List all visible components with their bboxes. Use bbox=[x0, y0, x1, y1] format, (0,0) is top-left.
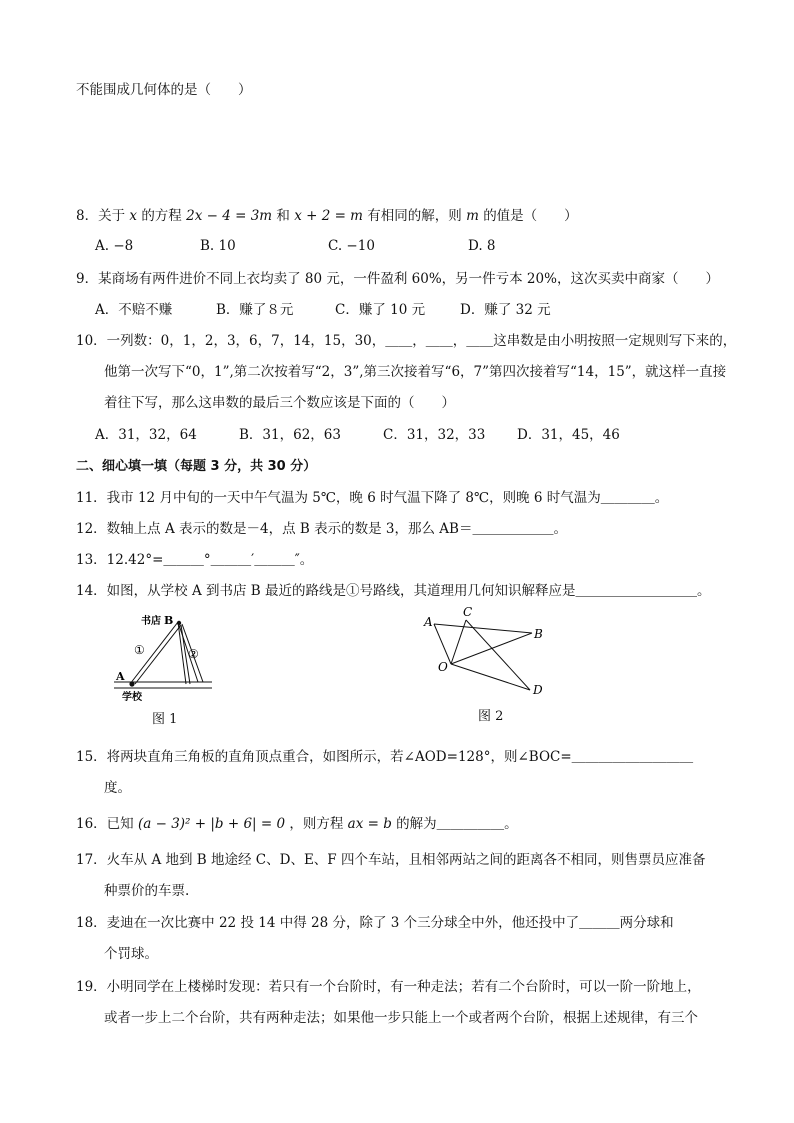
fig2-label-b: B bbox=[534, 627, 543, 641]
q10-option-c: C．31，32，33 bbox=[383, 427, 486, 443]
fig1-label-b: B bbox=[164, 614, 174, 627]
fig1-route-1-marker: ① bbox=[134, 643, 145, 657]
q16-expression: (a − 3)² + |b + 6| = 0 bbox=[137, 816, 286, 832]
q8-var-x: x bbox=[129, 208, 138, 224]
q8-text-mid2: 和 bbox=[276, 208, 290, 224]
q9-option-d: D．赚了 32 元 bbox=[460, 302, 551, 318]
fig2-label-o: O bbox=[438, 660, 448, 674]
q19-line-2: 或者一步上二个台阶，共有两种走法；如果他一步只能上一个或者两个台阶，根据上述规律，有三个 bbox=[104, 1010, 698, 1026]
q16-text-post: 的解为＿＿＿＿＿。 bbox=[396, 816, 518, 832]
q8-number: 8． bbox=[76, 208, 99, 224]
q16-equation: ax = b bbox=[347, 816, 392, 832]
q18-line-1: 18．麦迪在一次比赛中 22 投 14 中得 28 分，除了 3 个三分球全中外，他还投中了＿＿＿两分球和 bbox=[76, 915, 674, 931]
fig2-label-d: D bbox=[533, 683, 543, 697]
q16-text-mid: ，则方程 bbox=[289, 816, 344, 832]
q15-line-1: 15．将两块直角三角板的直角顶点重合，如图所示，若∠AOD=128°，则∠BOC=＿＿＿＿＿＿＿＿＿ bbox=[76, 749, 694, 765]
q8-option-d: D. 8 bbox=[468, 238, 496, 254]
q13-stem: 13．12.42°=＿＿＿°＿＿＿′＿＿＿″。 bbox=[76, 552, 314, 568]
q8-option-b: B. 10 bbox=[200, 238, 236, 254]
fig2-label-a: A bbox=[424, 615, 433, 629]
q8-text-mid3: 有相同的解，则 bbox=[367, 208, 462, 224]
q8-equation-2: x + 2 = m bbox=[294, 208, 363, 224]
q8-text-post: 的值是（ ） bbox=[483, 208, 578, 224]
q7-tail: 不能围成几何体的是（ ） bbox=[76, 82, 252, 98]
q8-stem bbox=[76, 206, 578, 226]
fig1-route-2-marker: ② bbox=[188, 647, 199, 661]
q9-option-b: B．赚了８元 bbox=[216, 302, 294, 318]
q8-var-m: m bbox=[466, 208, 479, 224]
q11-stem: 11．我市 12 月中旬的一天中午气温为 5℃，晚 6 时气温下降了 8℃，则晚 6 时气温为＿＿＿＿。 bbox=[76, 490, 669, 506]
q9-option-a: A．不赔不赚 bbox=[95, 302, 173, 318]
section-2-title: 二、细心填一填（每题 3 分，共 30 分） bbox=[76, 459, 317, 474]
q8-text-pre: 关于 bbox=[98, 208, 126, 224]
q16-text-pre: 16．已知 bbox=[76, 816, 134, 832]
q9-option-c: C．赚了 10 元 bbox=[335, 302, 426, 318]
q10-line-3: 着往下写，那么这串数的最后三个数应该是下面的（ ） bbox=[104, 395, 455, 411]
fig1-label-a: A bbox=[116, 670, 125, 683]
q10-line-2: 他第一次写下“0，1”,第二次按着写“2，3”,第三次接着写“6，7”第四次接着写“14，15”，就这样一直接 bbox=[104, 364, 727, 380]
figure-2-caption: 图 2 bbox=[478, 709, 504, 724]
q10-line-1: 10．一列数：0，1，2，3，6，7，14，15，30，＿＿，＿＿，＿＿这串数是由小明按照一定规则写下来的， bbox=[76, 333, 737, 349]
q18-line-2: 个罚球。 bbox=[104, 946, 158, 962]
q10-option-d: D．31，45，46 bbox=[517, 427, 620, 443]
q10-option-a: A．31，32，64 bbox=[95, 427, 197, 443]
fig2-label-c: C bbox=[463, 605, 473, 619]
q15-line-2: 度。 bbox=[104, 780, 131, 796]
q10-option-b: B．31，62，63 bbox=[239, 427, 341, 443]
q9-stem: 9．某商场有两件进价不同上衣均卖了 80 元，一件盈利 60%，另一件亏本 20%，这次买卖中商家（ ） bbox=[76, 271, 719, 287]
q17-line-2: 种票价的车票. bbox=[104, 883, 190, 899]
q8-option-c: C. −10 bbox=[328, 238, 375, 254]
figure-1 bbox=[108, 610, 218, 702]
q14-stem: 14．如图，从学校 A 到书店 B 最近的路线是①号路线，其道理用几何知识解释应是＿＿＿＿＿＿＿＿＿。 bbox=[76, 583, 711, 599]
q8-text-mid1: 的方程 bbox=[141, 208, 182, 224]
fig1-label-store: 书店 bbox=[141, 616, 161, 627]
q8-equation-1: 2x − 4 = 3m bbox=[186, 208, 273, 224]
fig1-label-school: 学校 bbox=[122, 692, 142, 702]
figure-1-caption: 图 1 bbox=[152, 712, 178, 727]
q17-line-1: 17．火车从 A 地到 B 地途经 C、D、E、F 四个车站，且相邻两站之间的距离各不相同，则售票员应准备 bbox=[76, 852, 706, 868]
q12-stem: 12．数轴上点 A 表示的数是－4，点 B 表示的数是 3，那么 AB＝＿＿＿＿＿＿。 bbox=[76, 521, 567, 537]
q16-stem bbox=[76, 814, 518, 834]
q19-line-1: 19．小明同学在上楼梯时发现：若只有一个台阶时，有一种走法；若有二个台阶时，可以一阶一阶地上， bbox=[76, 979, 701, 995]
figure-2 bbox=[420, 604, 555, 700]
q8-option-a: A. −8 bbox=[95, 238, 134, 254]
